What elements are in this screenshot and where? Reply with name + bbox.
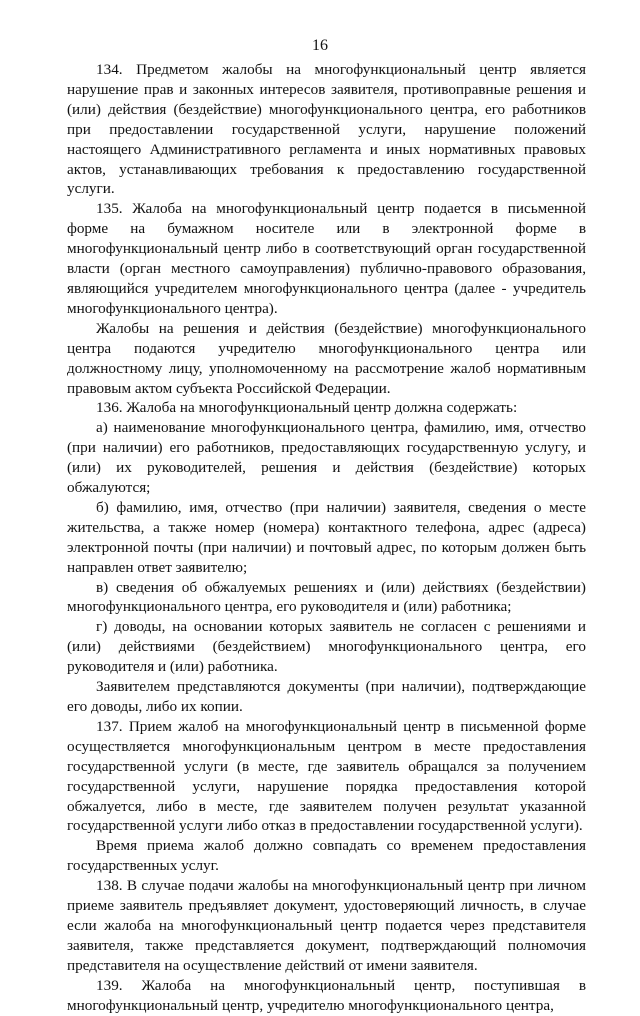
paragraph-137: 137. Прием жалоб на многофункциональный центр в письменной форме осуществляется многофункциональным центром в месте предоставления государственной услуги (в месте, где заявитель обращался за получением государственной услуги, нарушение порядка предоставления которой обжалуется, либо в месте, где заявителем получен результат указанной государственной услуги либо отказ в предоставлении государственной услуги). (67, 717, 586, 835)
paragraph-documents: Заявителем представляются документы (при наличии), подтверждающие его доводы, либо их копии. (67, 678, 586, 715)
paragraph-complaints-founder: Жалобы на решения и действия (бездействие) многофункционального центра подаются учредителю многофункционального центра или должностному лицу, уполномоченному на рассмотрение жалоб нормативным правовым актом субъекта Российской Федерации. (67, 319, 586, 397)
paragraph-139: 139. Жалоба на многофункциональный центр, поступившая в многофункциональный центр, учредителю многофункционального центра, (67, 976, 586, 1014)
paragraph-136-g: г) доводы, на основании которых заявитель не согласен с решениями и (или) действиями (бездействием) многофункционального центра, его руководителя и (или) работника. (67, 618, 586, 676)
paragraph-134: 134. Предметом жалобы на многофункциональный центр является нарушение прав и законных интересов заявителя, противоправные решения и (или) действия (бездействие) многофункционального центра, его работников при предоставлении государственной услуги, нарушение положений настоящего Административного регламента и иных нормативных правовых актов, устанавливающих требования к предоставлению государственной услуги. (67, 61, 586, 198)
paragraph-136-a: а) наименование многофункционального центра, фамилию, имя, отчество (при наличии) его работников, предоставляющих государственную услугу, и (или) их руководителей, решения и действия (бездействие) которых обжалуются; (67, 419, 586, 497)
paragraph-reception-time: Время приема жалоб должно совпадать со временем предоставления государственных услуг. (67, 837, 586, 875)
document-body (67, 60, 586, 1016)
paragraph-138: 138. В случае подачи жалобы на многофункциональный центр при личном приеме заявитель предъявляет документ, удостоверяющий личность, в случае если жалоба на многофункциональный центр подается через представителя заявителя, также представляется документ, подтверждающий полномочия представителя на осуществление действий от имени заявителя. (67, 877, 586, 974)
paragraph-136: 136. Жалоба на многофункциональный центр должна содержать: (96, 399, 518, 417)
paragraph-135: 135. Жалоба на многофункциональный центр подается в письменной форме на бумажном носителе или в электронной форме в многофункциональный центр либо в соответствующий орган государственной власти (орган местного самоуправления) публично-правового образования, являющийся учредителем многофункционального центра (далее - учредитель многофункционального центра). (67, 200, 586, 317)
page-number: 16 (312, 37, 328, 54)
paragraph-136-b: б) фамилию, имя, отчество (при наличии) заявителя, сведения о месте жительства, а также номер (номера) контактного телефона, адрес (адреса) электронной почты (при наличии) и почтовый адрес, по которым должен быть направлен ответ заявителю; (67, 498, 586, 576)
paragraph-136-v: в) сведения об обжалуемых решениях и (или) действиях (бездействии) многофункционального центра, его руководителя и (или) работника; (67, 578, 586, 616)
